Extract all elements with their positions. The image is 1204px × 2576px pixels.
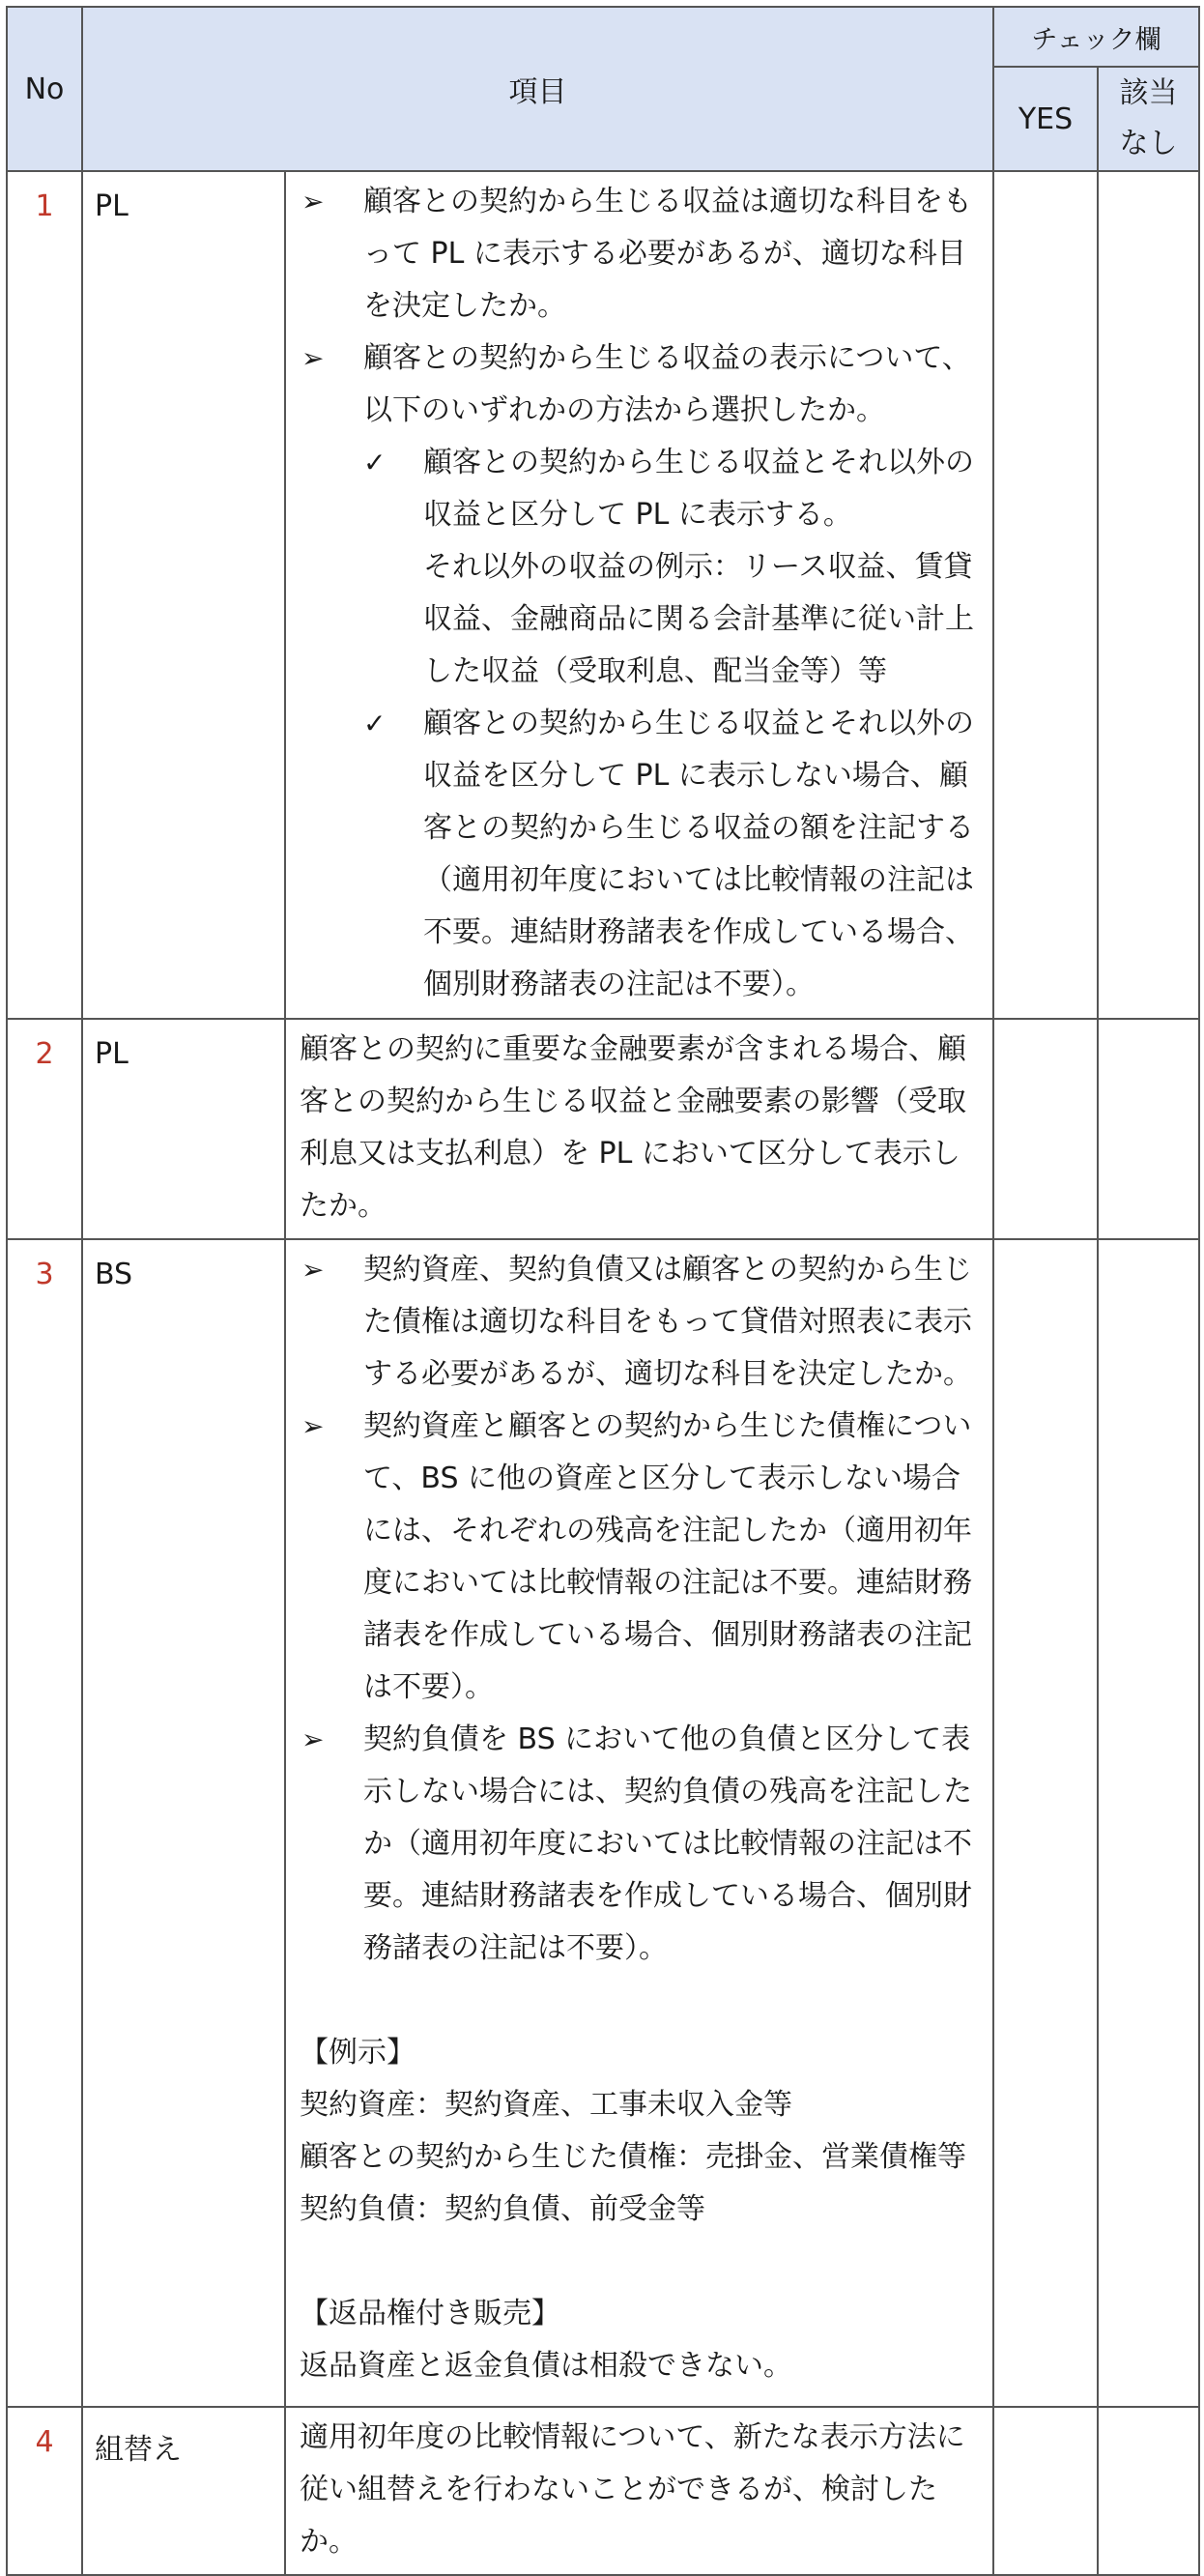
header-item: 項目: [82, 7, 993, 171]
check-text: 顧客との契約から生じる収益とそれ以外の収益を区分して PL に表示しない場合、顧客との契約から生じる収益の額を注記する（適用初年度においては比較情報の注記は不要。連結財務諸表を作成している場合、個別財務諸表の注記は不要）。: [423, 707, 974, 1001]
row-item: 顧客との契約に重要な金融要素が含まれる場合、顧客との契約から生じる収益と金融要素の影響（受取利息又は支払利息）を PL において区分して表示したか。: [285, 1019, 993, 1239]
arrow-bullet-icon: ➢: [301, 1410, 325, 1442]
bullet-text: 顧客との契約から生じる収益の表示について、以下のいずれかの方法から選択したか。: [363, 341, 971, 427]
table-row: [7, 1019, 1199, 1239]
bullet-text: 契約資産、契約負債又は顧客との契約から生じた債権は適切な科目をもって貸借対照表に表示する必要があるが、適切な科目を決定したか。: [363, 1253, 972, 1391]
row-number: 2: [7, 1019, 82, 1239]
example-line: 契約資産：契約資産、工事未収入金等: [300, 2088, 792, 2122]
bullet-item: [300, 333, 979, 437]
returns-heading: 【返品権付き販売】: [300, 2297, 560, 2330]
na-check-cell[interactable]: [1098, 2407, 1199, 2575]
row-category: 組替え: [82, 2407, 285, 2575]
row-category: PL: [82, 171, 285, 1019]
bullet-item: [300, 1244, 979, 1401]
arrow-bullet-icon: ➢: [301, 186, 325, 217]
checkmark-icon: ✓: [363, 708, 387, 739]
row-number: 1: [7, 171, 82, 1019]
example-line: 顧客との契約から生じた債権：売掛金、営業債権等: [300, 2140, 966, 2174]
bullet-text: 契約資産と顧客との契約から生じた債権について、BS に他の資産と区分して表示しない場合には、それぞれの残高を注記したか（適用初年度においては比較情報の注記は不要。連結財務諸表を作成している場合、個別財務諸表の注記は不要）。: [363, 1409, 972, 1704]
checklist-table-container: [6, 6, 1198, 2576]
bullet-item: [300, 1401, 979, 1714]
returns-text: 返品資産と返金負債は相殺できない。: [300, 2349, 792, 2383]
header-na-line2: なし: [1119, 127, 1178, 160]
example-line: 契約負債：契約負債、前受金等: [300, 2192, 705, 2226]
bullet-item: [300, 1714, 979, 1975]
example-heading: 【例示】: [300, 2036, 416, 2069]
arrow-bullet-icon: ➢: [301, 1723, 325, 1755]
row-number: 4: [7, 2407, 82, 2575]
row-category: PL: [82, 1019, 285, 1239]
check-note: それ以外の収益の例示：リース収益、賃貸収益、金融商品に関る会計基準に従い計上した収益（受取利息、配当金等）等: [423, 550, 974, 688]
row-category: BS: [82, 1239, 285, 2407]
header-no: No: [7, 7, 82, 171]
header-check: チェック欄: [993, 7, 1199, 67]
yes-check-cell[interactable]: [993, 1239, 1098, 2407]
header-na-line1: 該当: [1119, 76, 1178, 110]
na-check-cell[interactable]: [1098, 171, 1199, 1019]
spacer: [300, 2236, 979, 2288]
row-item: 適用初年度の比較情報について、新たな表示方法に従い組替えを行わないことができるが、検討したか。: [285, 2407, 993, 2575]
checkmark-icon: ✓: [363, 447, 387, 478]
na-check-cell[interactable]: [1098, 1239, 1199, 2407]
arrow-bullet-icon: ➢: [301, 1254, 325, 1286]
yes-check-cell[interactable]: [993, 1019, 1098, 1239]
row-number: 3: [7, 1239, 82, 2407]
bullet-item: [300, 176, 979, 333]
bullet-text: 契約負債を BS において他の負債と区分して表示しない場合には、契約負債の残高を注記したか（適用初年度においては比較情報の注記は不要。連結財務諸表を作成している場合、個別財務諸表の注記は不要）。: [363, 1722, 972, 1965]
check-item: [300, 698, 979, 1011]
check-item: [300, 437, 979, 541]
row-item: [285, 171, 993, 1019]
table-row: [7, 2407, 1199, 2575]
table-row: [7, 171, 1199, 1019]
row-item: [285, 1239, 993, 2407]
table-row: [7, 1239, 1199, 2407]
yes-check-cell[interactable]: [993, 2407, 1098, 2575]
spacer: [300, 1975, 979, 2027]
header-yes: YES: [993, 67, 1098, 171]
bullet-text: 顧客との契約から生じる収益は適切な科目をもって PL に表示する必要があるが、適切な科目を決定したか。: [363, 185, 972, 323]
na-check-cell[interactable]: [1098, 1019, 1199, 1239]
yes-check-cell[interactable]: [993, 171, 1098, 1019]
header-not-applicable: [1098, 67, 1199, 171]
check-text: 顧客との契約から生じる収益とそれ以外の収益と区分して PL に表示する。: [423, 446, 974, 532]
checklist-table: [6, 6, 1200, 2576]
arrow-bullet-icon: ➢: [301, 342, 325, 374]
